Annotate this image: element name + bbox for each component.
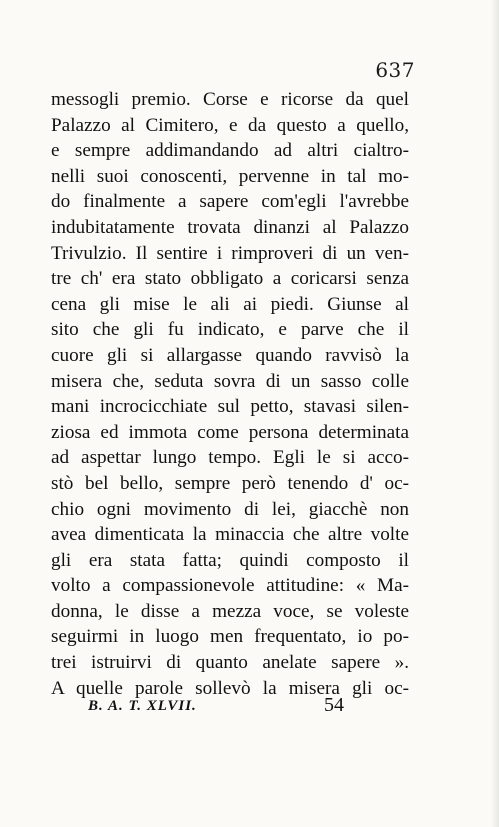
- text-line: seguirmi in luogo men frequentato, io po-: [51, 626, 409, 648]
- text-line: misera che, seduta sovra di un sasso colle: [51, 370, 409, 392]
- text-line: e sempre addimandando ad altri cialtro-: [51, 140, 409, 162]
- text-line: avea dimenticata la minaccia che altre volte: [51, 524, 409, 546]
- text-line: chio ogni movimento di lei, giacchè non: [51, 498, 409, 520]
- text-line: A quelle parole sollevò la misera gli oc-: [51, 677, 409, 699]
- text-line: Palazzo al Cimitero, e da questo a quello,: [51, 114, 409, 136]
- text-line: do finalmente a sapere com'egli l'avrebbe: [51, 191, 409, 213]
- text-line: donna, le disse a mezza voce, se voleste: [51, 600, 409, 622]
- page-number: 637: [375, 58, 415, 82]
- text-line: cuore gli si allargasse quando ravvisò la: [51, 344, 409, 366]
- page-footer: [88, 694, 348, 722]
- text-line: stò bel bello, sempre però tenendo d' oc-: [51, 472, 409, 494]
- printer-signature-mark: B. A. T. XLVII.: [88, 698, 197, 714]
- text-line: Trivulzio. Il sentire i rimproveri di un ven-: [51, 242, 409, 264]
- text-line: mani incrocicchiate sul petto, stavasi silen-: [51, 396, 409, 418]
- folio-number: 54: [324, 694, 344, 716]
- text-line: tre ch' era stato obbligato a coricarsi senza: [51, 268, 409, 290]
- body-text: [51, 87, 409, 701]
- text-line: gli era stata fatta; quindi composto il: [51, 549, 409, 571]
- text-line: sito che gli fu indicato, e parve che il: [51, 319, 409, 341]
- page-edge-shadow: [491, 0, 499, 827]
- text-line: cena gli mise le ali ai piedi. Giunse al: [51, 293, 409, 315]
- text-line: ad aspettar lungo tempo. Egli le si acco-: [51, 447, 409, 469]
- text-line: trei istruirvi di quanto anelate sapere ».: [51, 652, 409, 674]
- text-line: ziosa ed immota come persona determinata: [51, 421, 409, 443]
- text-line: indubitatamente trovata dinanzi al Palazzo: [51, 216, 409, 238]
- text-line: volto a compassionevole attitudine: « Ma-: [51, 575, 409, 597]
- text-line: nelli suoi conoscenti, pervenne in tal mo-: [51, 165, 409, 187]
- text-line: messogli premio. Corse e ricorse da quel: [51, 89, 409, 110]
